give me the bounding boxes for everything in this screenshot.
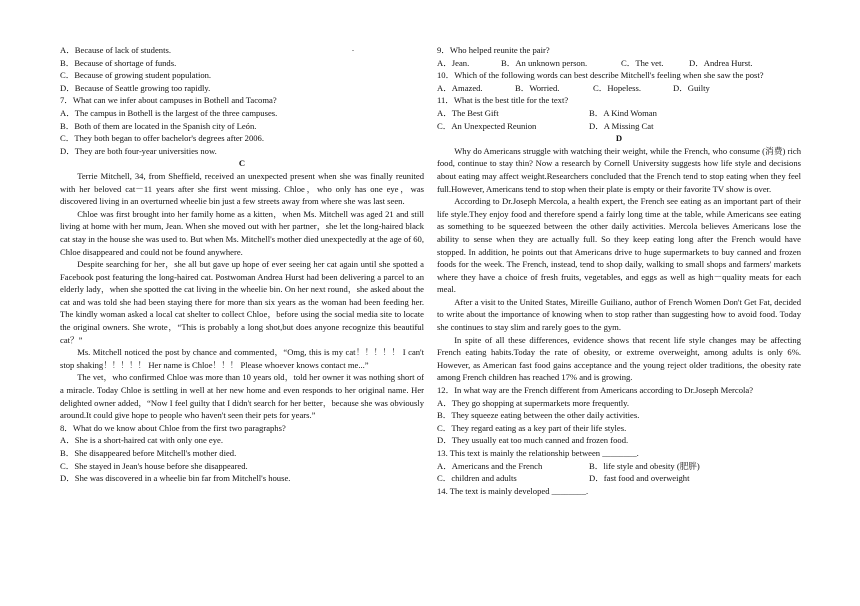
q9-question: 9．Who helped reunite the pair?: [437, 45, 550, 55]
q13-option-c: C．children and adults: [437, 473, 517, 484]
q6-option-a: A．Because of lack of students.: [60, 45, 171, 55]
q11-options-row1: [437, 107, 801, 120]
q8-option-a: A．She is a short-haired cat with only one eye.: [60, 435, 224, 446]
q12-option-b: B．They squeeze eating between the other daily activities.: [437, 410, 640, 421]
q10-option-c: C．Hopeless.: [593, 82, 641, 93]
passage-d-paragraph: In spite of all these differences, evidence shows that recent life style changes may be affecting French eating habits.Today the rate of obesity, or extreme overweight, among adults is only 6%. However, as American fast food gains acceptance and the young reject older traditions, the obesity rate among French children has reached 17% and is growing.: [437, 334, 801, 383]
q12-option-d: D．They usually eat too much canned and frozen food.: [437, 435, 629, 446]
passage-c-paragraph: Ms. Mitchell noticed the post by chance and commented，“Omg, this is my cat！！！！！ I can't stop shaking！！！！！ Her name is Chloe！！！ Please whoever knows contact me...”: [60, 347, 424, 370]
q11-option-b: B．A Kind Woman: [589, 107, 657, 118]
left-column: [60, 44, 424, 485]
q13-options-row2: [437, 472, 801, 485]
q7-option-a: A．The campus in Bothell is the largest of the three campuses.: [60, 107, 278, 118]
q11-option-c: C．An Unexpected Reunion: [437, 120, 537, 131]
page-mark: .: [352, 44, 354, 53]
q7-question: 7．What can we infer about campuses in Bothell and Tacoma?: [60, 95, 277, 106]
q13-option-a: A．Americans and the French: [437, 460, 543, 471]
q8-question: 8．What do we know about Chloe from the first two paragraphs?: [60, 422, 286, 433]
q7-option-c: C．They both began to offer bachelor's degrees after 2006.: [60, 133, 264, 144]
q13-question: 13. This text is mainly the relationship between ________.: [437, 448, 639, 458]
section-d-heading: D: [615, 133, 623, 144]
q9-options: [437, 57, 801, 70]
q12-option-a: A．They go shopping at supermarkets more frequently.: [437, 397, 630, 408]
q9-option-c: C．The vet.: [621, 57, 664, 68]
passage-c-paragraph: The vet，who confirmed Chloe was more than 10 years old，told her owner it was nothing short of a miracle. Today Chloe is settling in well at her new home and even responds to her original name. Her delighted owner added，“Now I feel guilty that I didn't search for her better，because she was obviously around.It could give hope to people who haven't seen their pets for years.”: [60, 372, 424, 421]
q6-option-d: D．Because of Seattle growing too rapidly.: [60, 82, 211, 93]
q7-option-b: B．Both of them are located in the Spanish city of León.: [60, 120, 257, 131]
q8-option-c: C．She stayed in Jean's house before she disappeared.: [60, 460, 248, 471]
q14-question: 14. The text is mainly developed ________.: [437, 485, 589, 496]
q11-option-a: A．The Best Gift: [437, 107, 499, 118]
q10-question: 10．Which of the following words can best describe Mitchell's feeling when she saw the post?: [437, 70, 764, 81]
q12-question: 12．In what way are the French different from Americans according to Dr.Joseph Mercola?: [437, 385, 754, 396]
q13-option-d: D．fast food and overweight: [589, 473, 690, 484]
q10-option-a: A．Amazed.: [437, 82, 483, 93]
q10-option-b: B．Worried.: [515, 82, 560, 93]
q11-question: 11．What is the best title for the text?: [437, 95, 569, 106]
q10-options: [437, 82, 801, 95]
q12-option-c: C．They regard eating as a key part of their life styles.: [437, 422, 627, 433]
q8-option-b: B．She disappeared before Mitchell's mother died.: [60, 448, 237, 458]
q9-option-b: B．An unknown person.: [501, 57, 588, 68]
q13-option-b: B．life style and obesity (肥胖): [589, 460, 700, 471]
passage-c-paragraph: Terrie Mitchell, 34, from Sheffield, received an unexpected present when she was finally reunited with her beloved cat－11 years after she first went missing. Chloe，who only has one eye，was discovered living in an overturned wheelie bin just a few streets away from where she was last seen.: [60, 170, 424, 207]
q11-options-row2: [437, 120, 801, 133]
q8-option-d: D．She was discovered in a wheelie bin far from Mitchell's house.: [60, 473, 291, 484]
passage-c-paragraph: Despite searching for her，she all but gave up hope of ever seeing her cat again until she spotted a Facebook post featuring the long-haired cat. Postwoman Andrea Hurst had been delivering a parcel to an elderly lady，when she spotted the cat living in the wheelie bin. On her next round，she asked about the cat and was told she had been staying there for more than six years as the woman had been feeding her. The kindly woman asked a local cat shelter to collect Chloe，before using the social media site to locate the original owners. She wrote，“This is probably a long shot,but does anyone recognize this beautiful cat？”: [60, 259, 424, 345]
passage-d-paragraph: Why do Americans struggle with watching their weight, while the French, who consume (消费) rich food, continue to stay thin? Now a research by Cornell University suggests how life style and decisions about eating may affect weight.Researchers concluded that the French tend to stop eating when they feel full.However, Americans tend to stop when their plate is empty or their favorite TV show is over.: [437, 145, 801, 194]
passage-c-paragraph: Chloe was first brought into her family home as a kitten，when Ms. Mitchell was aged 21 and still living at home with her mum, Jean. When she moved out with her partner，she let the long-haired black cat stay in the house she was used to. But when Ms. Mitchell's mother died unexpectedly at the age of 60, Chloe disappeared and could not be found anywhere.: [60, 208, 424, 257]
q6-option-c: C．Because of growing student population.: [60, 70, 212, 81]
q11-option-d: D．A Missing Cat: [589, 120, 654, 131]
q6-option-b: B．Because of shortage of funds.: [60, 57, 177, 68]
q13-options-row1: [437, 460, 801, 473]
passage-d-paragraph: After a visit to the United States, Mireille Guiliano, author of French Women Don't Get Fat, decided to write about the importance of knowing when to stop rather than suggesting how to avoid food. Today she continues to stay slim and rarely goes to the gym.: [437, 296, 801, 333]
passage-d-paragraph: According to Dr.Joseph Mercola, a health expert, the French see eating as an important part of their life style.They enjoy food and therefore spend a fairly long time at the table, while Americans see eating as something to be squeezed between the other daily activities. Mercola believes Americans lose the ability to sense when they are actually full. So they keep eating long after the French would have stopped. In addition, he points out that Americans drive to huge supermarkets to buy canned and frozen foods for the week. The French, instead, tend to shop daily, walking to small shops and farmers' markets where they have a choice of fresh fruits, vegetables, and eggs as well as high－quality meats for each meal.: [437, 196, 801, 295]
q9-option-d: D．Andrea Hurst.: [689, 57, 753, 68]
q9-option-a: A．Jean.: [437, 57, 470, 68]
q10-option-d: D．Guilty: [673, 82, 710, 93]
section-c-heading: C: [238, 158, 246, 169]
q7-option-d: D．They are both four-year universities now.: [60, 145, 217, 156]
right-column: [437, 44, 801, 497]
